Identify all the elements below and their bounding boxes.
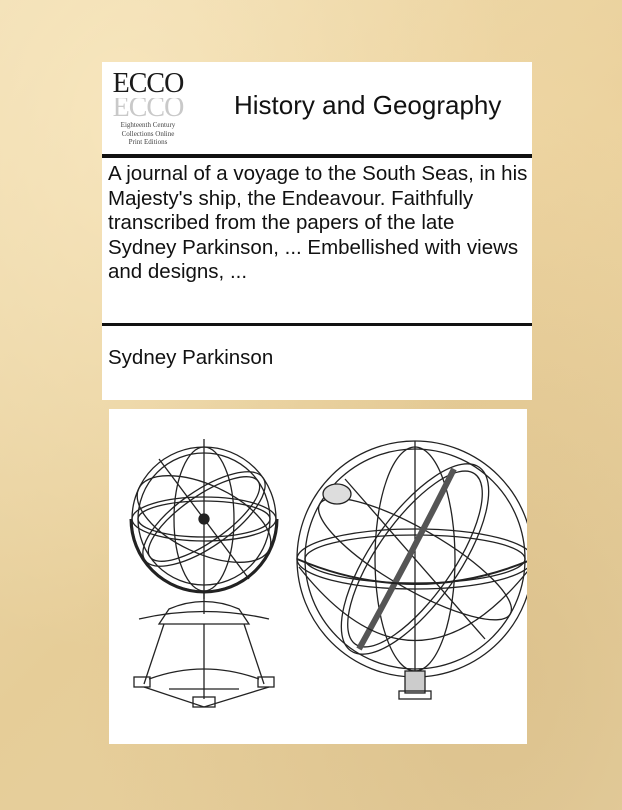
book-title: A journal of a voyage to the South Seas, in his Majesty's ship, the Endeavour. Faithfully transcribed from the papers of the late Sydney Parkinson, ... Embellished with views and designs, ... <box>108 162 528 283</box>
ecco-logo <box>110 68 186 150</box>
logo-caption-line-2: Collections Online <box>121 129 175 138</box>
armillary-sphere-in-bowl <box>297 441 527 699</box>
category-heading: History and Geography <box>234 90 502 120</box>
armillary-spheres-engraving <box>109 409 527 744</box>
divider-bottom <box>102 323 532 326</box>
book-author: Sydney Parkinson <box>108 346 274 369</box>
cover-illustration <box>109 409 527 744</box>
logo-caption <box>110 121 186 147</box>
logo-caption-line-3: Print Editions <box>128 138 168 146</box>
header <box>102 62 532 154</box>
armillary-sphere-on-stand <box>124 439 283 707</box>
logo-mark-reflection: ECCO <box>112 98 184 118</box>
divider-top <box>102 154 532 158</box>
logo-caption-line-1: Eighteenth Century <box>120 121 176 129</box>
cover-card <box>102 62 532 400</box>
logo-mark: ECCO <box>112 68 184 99</box>
